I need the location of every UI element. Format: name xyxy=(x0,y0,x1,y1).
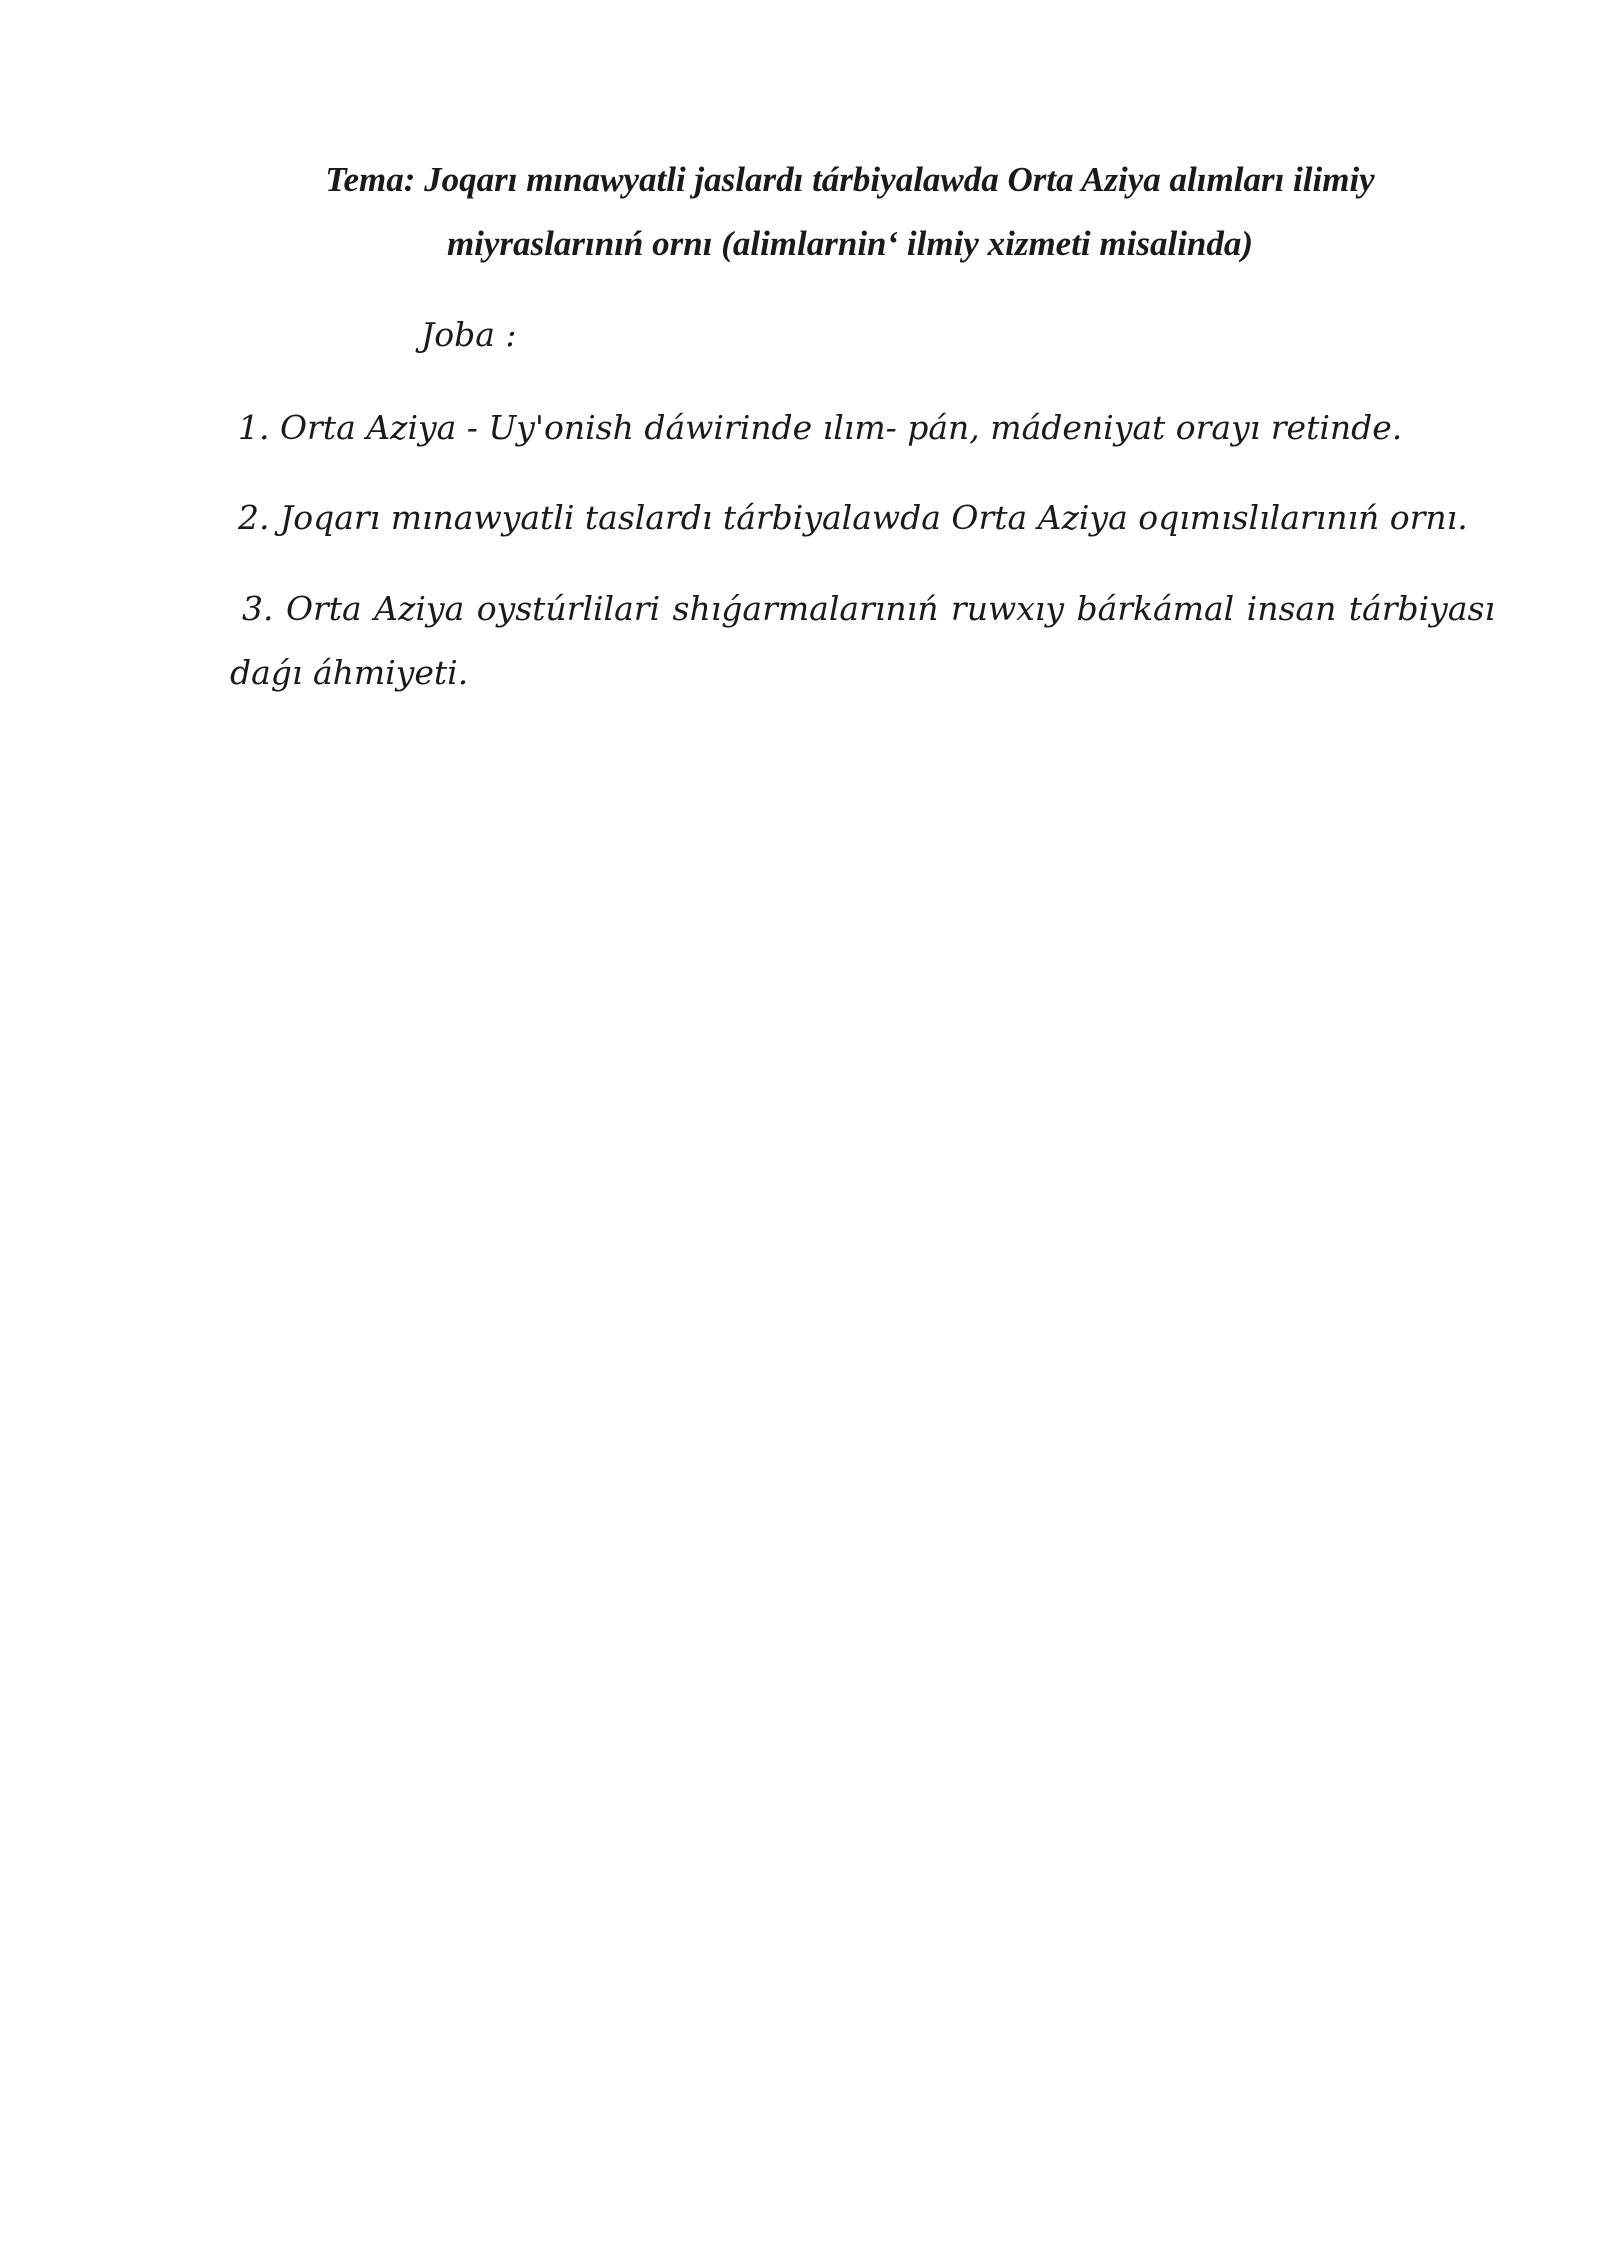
plan-heading: Joba : xyxy=(421,315,517,354)
plan-item-2: 2. Joqarı mınawyatli taslardı tárbiyalawda Orta Aziya oqımıslılarınıń ornı. xyxy=(238,498,1468,537)
plan-item-3 xyxy=(230,577,1495,705)
document-title: Tema: Joqarı mınawyatli jaslardı tárbiyalawda Orta Aziya alımları ilimiy miyraslarınıń ornı (alimlarnin‘ ilmiy xizmeti misalinda) xyxy=(325,160,1375,263)
plan-item-1: 1. Orta Aziya - Uy'onish dáwirinde ılım- pán, mádeniyat orayı retinde. xyxy=(238,408,1403,447)
plan-item-3-text: 3. Orta Aziya oystúrlilari shıǵarmalarınıń ruwxıy bárkámal insan tárbiyası daǵı áhmiyeti. xyxy=(230,589,1495,692)
